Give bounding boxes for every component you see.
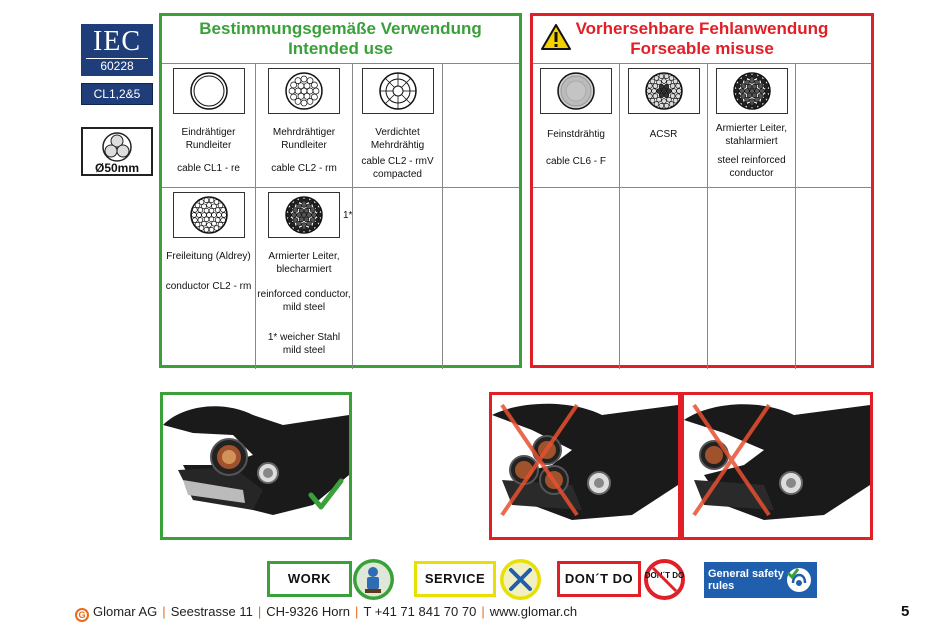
intended-use-title-de: Bestimmungsgemäße Verwendung: [199, 19, 482, 38]
stranded-round-conductor-icon: [268, 68, 340, 114]
worker-icon[interactable]: [353, 559, 394, 600]
work-button[interactable]: WORK: [267, 561, 352, 597]
footer-address: G Glomar AG | Seestrasse 11 | CH-9326 Horn | T +41 71 841 70 70 | www.glomar.ch: [75, 604, 577, 622]
cell-label-de: Eindrähtiger Rundleiter: [181, 127, 236, 151]
cell-label-de: Mehrdrähtiger Rundleiter: [272, 127, 336, 151]
intended-use-header: [162, 16, 519, 63]
phone: T +41 71 841 70 70: [363, 604, 477, 619]
iec-badge: [81, 24, 153, 76]
misuse-photo-multiple-cables: [489, 392, 681, 540]
cell-label-de: Feinstdrähtig: [547, 129, 605, 140]
three-core-cable-icon: [100, 132, 134, 162]
cell-label-en: reinforced conductor, mild steel: [257, 289, 351, 313]
warning-icon: [541, 24, 571, 50]
misuse-cell-empty: [796, 64, 871, 188]
cell-label-de: Armierter Leiter, stahlarmiert: [715, 123, 788, 147]
intended-cell-solid: [162, 64, 256, 188]
sheet-armoured-conductor-icon: [268, 192, 340, 238]
intended-cell-armoured: [256, 188, 353, 369]
acsr-conductor-icon: [628, 68, 700, 114]
misuse-cell-acsr: [620, 64, 708, 188]
compacted-stranded-conductor-icon: [362, 68, 434, 114]
misuse-cell-empty: [620, 188, 708, 369]
max-size-badge: [81, 127, 153, 176]
iec-standard-number: 60228: [86, 58, 148, 73]
iec-label: IEC: [92, 26, 142, 57]
misuse-cell-empty: [708, 188, 796, 369]
footnote-en: mild steel: [282, 345, 326, 356]
misuse-title-en: Forseable misuse: [630, 39, 774, 58]
cell-label-de: Armierter Leiter, blecharmiert: [268, 251, 340, 275]
dont-do-button[interactable]: DON´T DO: [557, 561, 641, 597]
intended-cell-empty: [443, 188, 519, 369]
cell-label-en: cable CL1 - re: [177, 163, 240, 174]
footnote-mark: 1*: [343, 210, 353, 221]
website-link[interactable]: www.glomar.ch: [489, 604, 578, 619]
city: CH-9326 Horn: [266, 604, 351, 619]
misuse-cell-steel: [708, 64, 796, 188]
dont-do-icon[interactable]: [644, 559, 685, 600]
cell-label-de: Verdichtet Mehrdrähtig: [370, 127, 425, 151]
cell-label-en: cable CL2 - rm: [271, 163, 337, 174]
service-tools-icon[interactable]: [500, 559, 541, 600]
dont-do-icon-text: DON´T DO: [644, 571, 685, 580]
max-size-label: Ø50mm: [94, 161, 140, 175]
misuse-header: [533, 16, 871, 63]
glomar-logo-icon: G: [75, 608, 89, 622]
intended-use-panel: [159, 13, 522, 368]
intended-cell-empty: [353, 188, 443, 369]
misuse-panel: [530, 13, 874, 368]
street: Seestrasse 11: [170, 604, 253, 619]
correct-use-photo: [160, 392, 352, 540]
service-button[interactable]: SERVICE: [414, 561, 496, 597]
cell-label-en: steel reinforced conductor: [717, 155, 786, 179]
misuse-title-de: Vorhersehbare Fehlanwendung: [575, 19, 829, 38]
general-safety-rules-label: General safety rules: [708, 568, 784, 592]
cell-label-en: cable CL2 - rmV compacted: [361, 156, 434, 180]
fine-stranded-conductor-icon: [540, 68, 612, 114]
intended-cell-overhead: [162, 188, 256, 369]
steel-armoured-conductor-icon: [716, 68, 788, 114]
class-badge: CL1,2&5: [81, 83, 153, 105]
intended-use-title-en: Intended use: [288, 39, 393, 58]
misuse-cell-fine: [533, 64, 620, 188]
company-name: Glomar AG: [93, 604, 158, 619]
misuse-grid: [533, 63, 871, 365]
intended-cell-stranded: [256, 64, 353, 188]
cell-label-de: Freileitung (Aldrey): [166, 251, 251, 262]
intended-cell-compacted: [353, 64, 443, 188]
solid-round-conductor-icon: [173, 68, 245, 114]
page-number: 5: [901, 603, 910, 620]
misuse-cell-empty: [533, 188, 620, 369]
cell-label-en: conductor CL2 - rm: [165, 281, 252, 292]
safety-hand-icon: [785, 567, 813, 593]
footnote-de: 1* weicher Stahl: [267, 332, 341, 343]
overhead-line-conductor-icon: [173, 192, 245, 238]
misuse-photo-oversize-cable: [681, 392, 873, 540]
cell-label-en: cable CL6 - F: [545, 156, 607, 167]
cell-label-de: ACSR: [649, 129, 678, 140]
general-safety-rules-button[interactable]: [704, 562, 817, 598]
intended-use-grid: [162, 63, 519, 365]
intended-cell-empty: [443, 64, 519, 188]
